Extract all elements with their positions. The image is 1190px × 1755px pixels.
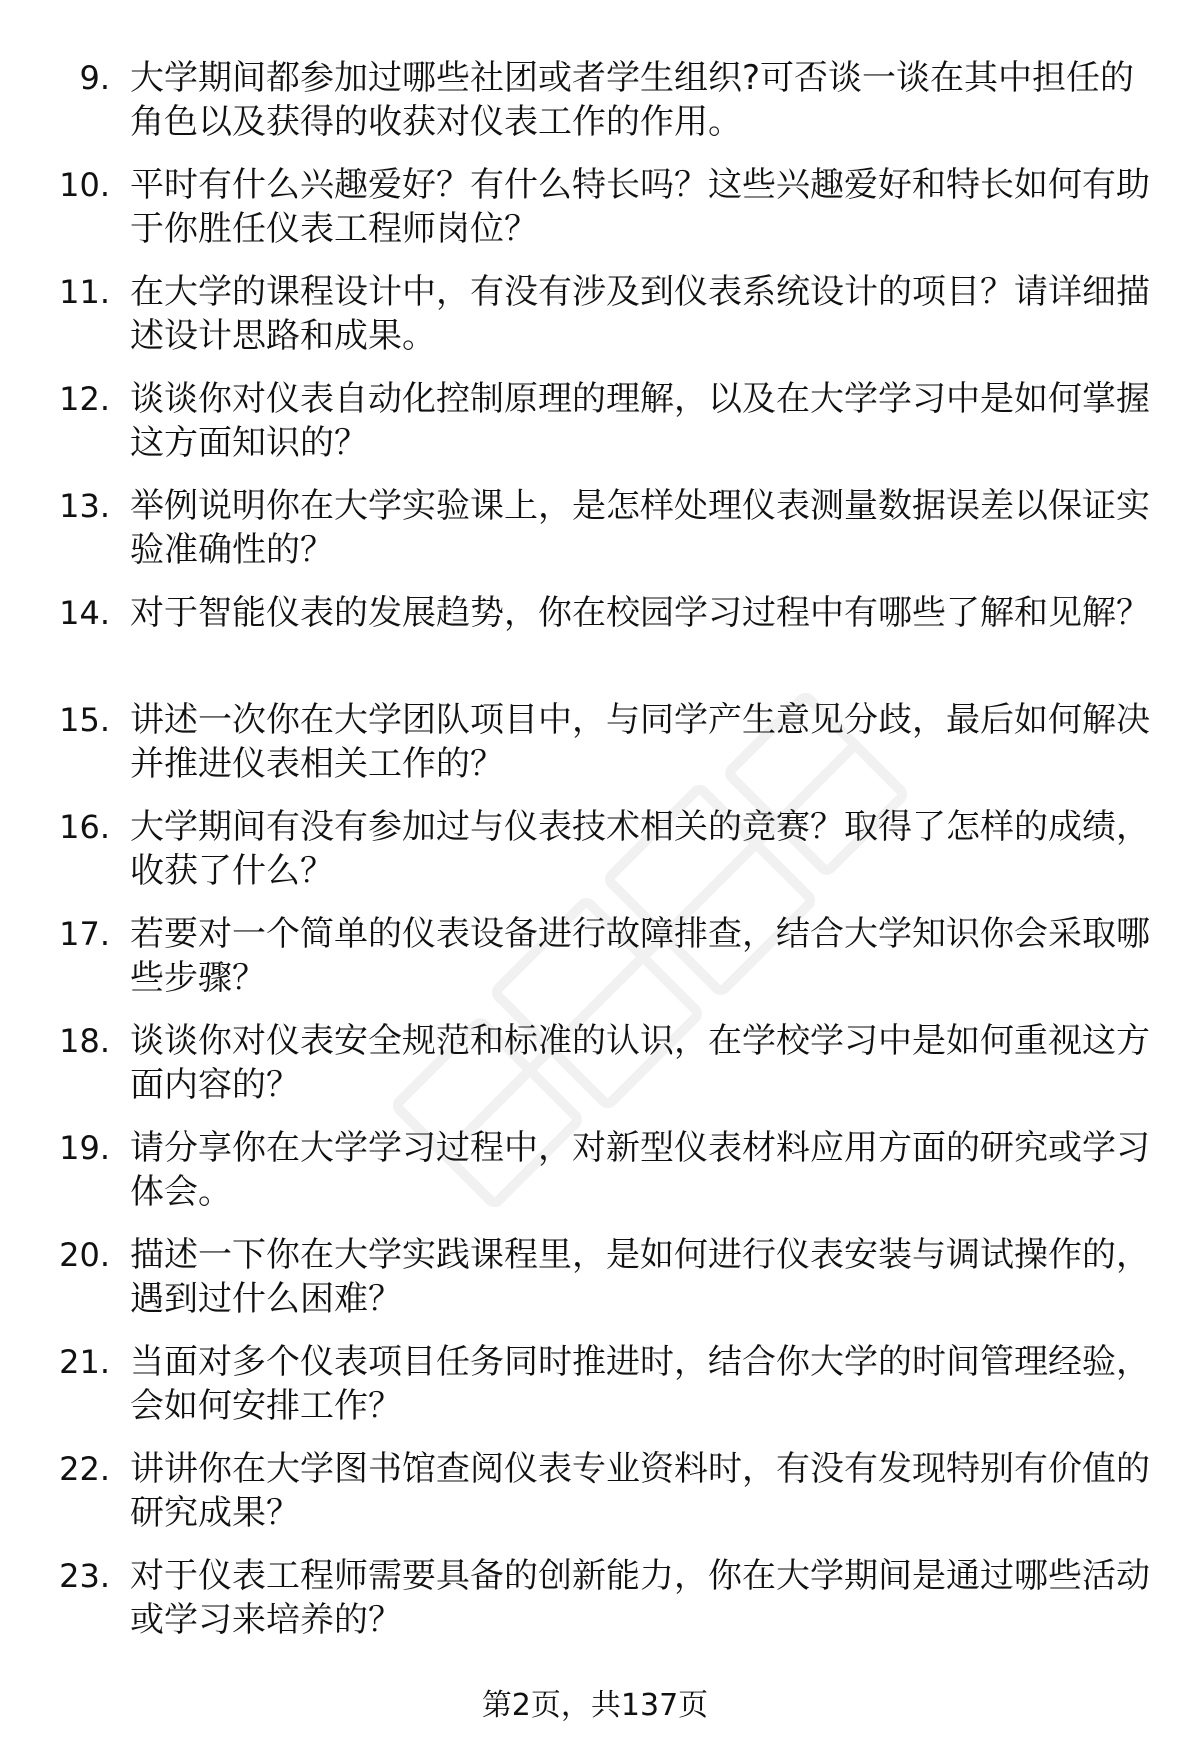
question-text: 描述一下你在大学实践课程里，是如何进行仪表安装与调试操作的，遇到过什么困难？ xyxy=(130,1235,1150,1319)
question-number: 22. xyxy=(59,1450,110,1488)
question-text: 对于智能仪表的发展趋势，你在校园学习过程中有哪些了解和见解？ xyxy=(130,593,1150,633)
question-item xyxy=(0,912,1190,1019)
question-number: 18. xyxy=(59,1022,110,1060)
question-list xyxy=(0,56,1190,1661)
question-text: 在大学的课程设计中，有没有涉及到仪表系统设计的项目？请详细描述设计思路和成果。 xyxy=(130,272,1150,356)
question-number: 9. xyxy=(79,59,110,97)
question-number: 20. xyxy=(59,1236,110,1274)
question-number: 17. xyxy=(59,915,110,953)
question-item xyxy=(0,1447,1190,1554)
question-number: 21. xyxy=(59,1343,110,1381)
question-item xyxy=(0,805,1190,912)
question-text: 大学期间都参加过哪些社团或者学生组织?可否谈一谈在其中担任的角色以及获得的收获对仪表工作的作用。 xyxy=(130,58,1135,142)
question-number: 15. xyxy=(59,701,110,739)
question-item xyxy=(0,1340,1190,1447)
question-number: 13. xyxy=(59,487,110,525)
question-text: 当面对多个仪表项目任务同时推进时，结合你大学的时间管理经验，会如何安排工作？ xyxy=(130,1342,1150,1426)
question-number: 12. xyxy=(59,380,110,418)
question-number: 10. xyxy=(59,166,110,204)
question-number: 14. xyxy=(59,594,110,632)
question-text: 请分享你在大学学习过程中，对新型仪表材料应用方面的研究或学习体会。 xyxy=(130,1128,1150,1212)
question-text: 大学期间有没有参加过与仪表技术相关的竞赛？取得了怎样的成绩，收获了什么？ xyxy=(130,807,1150,891)
question-text: 对于仪表工程师需要具备的创新能力，你在大学期间是通过哪些活动或学习来培养的？ xyxy=(130,1556,1150,1640)
question-item xyxy=(0,591,1190,698)
question-text: 举例说明你在大学实验课上，是怎样处理仪表测量数据误差以保证实验准确性的？ xyxy=(130,486,1150,570)
question-number: 19. xyxy=(59,1129,110,1167)
question-text: 平时有什么兴趣爱好？有什么特长吗？这些兴趣爱好和特长如何有助于你胜任仪表工程师岗位？ xyxy=(130,165,1150,249)
question-text: 若要对一个简单的仪表设备进行故障排查，结合大学知识你会采取哪些步骤？ xyxy=(130,914,1150,998)
question-item xyxy=(0,163,1190,270)
question-item xyxy=(0,377,1190,484)
question-text: 谈谈你对仪表自动化控制原理的理解，以及在大学学习中是如何掌握这方面知识的？ xyxy=(130,379,1150,463)
question-item xyxy=(0,1126,1190,1233)
question-text: 谈谈你对仪表安全规范和标准的认识，在学校学习中是如何重视这方面内容的？ xyxy=(130,1021,1150,1105)
page-number: 第2页，共137页 xyxy=(481,1688,709,1723)
question-item xyxy=(0,270,1190,377)
question-item xyxy=(0,1233,1190,1340)
question-item xyxy=(0,698,1190,805)
question-item xyxy=(0,484,1190,591)
question-text: 讲述一次你在大学团队项目中，与同学产生意见分歧，最后如何解决并推进仪表相关工作的？ xyxy=(130,700,1150,784)
question-text: 讲讲你在大学图书馆查阅仪表专业资料时，有没有发现特别有价值的研究成果？ xyxy=(130,1449,1150,1533)
question-item xyxy=(0,1554,1190,1661)
question-item xyxy=(0,56,1190,163)
question-number: 11. xyxy=(59,273,110,311)
question-number: 16. xyxy=(59,808,110,846)
question-number: 23. xyxy=(59,1557,110,1595)
question-item xyxy=(0,1019,1190,1126)
